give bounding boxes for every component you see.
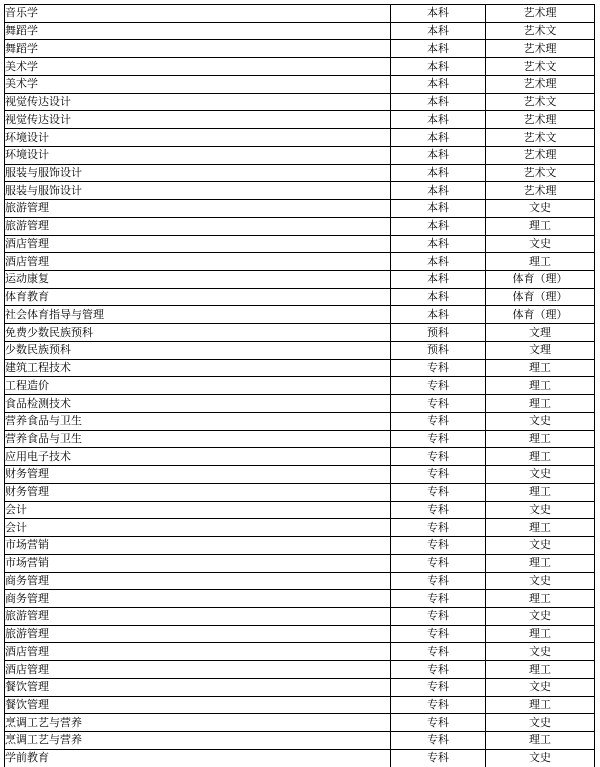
education-level-cell: 本科: [391, 58, 486, 76]
subject-category-cell: 艺术理: [486, 111, 595, 129]
major-name-cell: 商务管理: [5, 590, 391, 608]
subject-category-cell: 文史: [486, 412, 595, 430]
education-level-cell: 专科: [391, 554, 486, 572]
subject-category-cell: 文史: [486, 749, 595, 767]
major-name-cell: 酒店管理: [5, 661, 391, 679]
major-name-cell: 会计: [5, 501, 391, 519]
education-level-cell: 本科: [391, 129, 486, 147]
education-level-cell: 本科: [391, 146, 486, 164]
subject-category-cell: 艺术文: [486, 58, 595, 76]
table-row: [5, 590, 595, 608]
table-row: [5, 40, 595, 58]
major-name-cell: 酒店管理: [5, 253, 391, 271]
table-row: [5, 111, 595, 129]
education-level-cell: 专科: [391, 590, 486, 608]
table-row: [5, 732, 595, 750]
major-name-cell: 舞蹈学: [5, 22, 391, 40]
table-row: [5, 519, 595, 537]
subject-category-cell: 文史: [486, 714, 595, 732]
major-name-cell: 音乐学: [5, 5, 391, 23]
education-level-cell: 专科: [391, 696, 486, 714]
education-level-cell: 专科: [391, 359, 486, 377]
major-name-cell: 餐饮管理: [5, 696, 391, 714]
subject-category-cell: 艺术理: [486, 146, 595, 164]
education-level-cell: 专科: [391, 430, 486, 448]
major-name-cell: 旅游管理: [5, 607, 391, 625]
table-row: [5, 164, 595, 182]
education-level-cell: 专科: [391, 537, 486, 555]
table-row: [5, 22, 595, 40]
subject-category-cell: 艺术文: [486, 164, 595, 182]
subject-category-cell: 体育（理）: [486, 306, 595, 324]
education-level-cell: 本科: [391, 253, 486, 271]
education-level-cell: 本科: [391, 40, 486, 58]
education-level-cell: 预科: [391, 341, 486, 359]
subject-category-cell: 理工: [486, 253, 595, 271]
subject-category-cell: 文史: [486, 572, 595, 590]
subject-category-cell: 理工: [486, 696, 595, 714]
major-name-cell: 服装与服饰设计: [5, 164, 391, 182]
table-row: [5, 377, 595, 395]
major-name-cell: 烹调工艺与营养: [5, 732, 391, 750]
education-level-cell: 专科: [391, 661, 486, 679]
table-row: [5, 448, 595, 466]
major-name-cell: 旅游管理: [5, 217, 391, 235]
major-name-cell: 营养食品与卫生: [5, 412, 391, 430]
education-level-cell: 专科: [391, 377, 486, 395]
major-name-cell: 食品检测技术: [5, 395, 391, 413]
table-row: [5, 200, 595, 218]
education-level-cell: 本科: [391, 182, 486, 200]
table-row: [5, 678, 595, 696]
major-name-cell: 市场营销: [5, 537, 391, 555]
table-row: [5, 359, 595, 377]
major-name-cell: 视觉传达设计: [5, 93, 391, 111]
major-name-cell: 工程造价: [5, 377, 391, 395]
major-name-cell: 营养食品与卫生: [5, 430, 391, 448]
subject-category-cell: 理工: [486, 359, 595, 377]
education-level-cell: 专科: [391, 448, 486, 466]
major-name-cell: 学前教育: [5, 749, 391, 767]
education-level-cell: 本科: [391, 306, 486, 324]
table-row: [5, 607, 595, 625]
subject-category-cell: 理工: [486, 590, 595, 608]
subject-category-cell: 理工: [486, 625, 595, 643]
table-row: [5, 75, 595, 93]
education-level-cell: 本科: [391, 75, 486, 93]
subject-category-cell: 文史: [486, 643, 595, 661]
education-level-cell: 本科: [391, 271, 486, 289]
table-row: [5, 572, 595, 590]
subject-category-cell: 体育（理）: [486, 271, 595, 289]
subject-category-cell: 文史: [486, 235, 595, 253]
major-name-cell: 视觉传达设计: [5, 111, 391, 129]
major-name-cell: 商务管理: [5, 572, 391, 590]
table-row: [5, 341, 595, 359]
table-row: [5, 554, 595, 572]
education-level-cell: 本科: [391, 5, 486, 23]
major-name-cell: 旅游管理: [5, 625, 391, 643]
subject-category-cell: 理工: [486, 448, 595, 466]
major-name-cell: 运动康复: [5, 271, 391, 289]
major-name-cell: 环境设计: [5, 129, 391, 147]
education-level-cell: 专科: [391, 625, 486, 643]
subject-category-cell: 文史: [486, 537, 595, 555]
major-name-cell: 建筑工程技术: [5, 359, 391, 377]
education-level-cell: 本科: [391, 288, 486, 306]
major-name-cell: 市场营销: [5, 554, 391, 572]
subject-category-cell: 文史: [486, 607, 595, 625]
education-level-cell: 专科: [391, 714, 486, 732]
education-level-cell: 专科: [391, 749, 486, 767]
subject-category-cell: 文史: [486, 200, 595, 218]
subject-category-cell: 理工: [486, 661, 595, 679]
table-row: [5, 129, 595, 147]
table-row: [5, 146, 595, 164]
education-level-cell: 专科: [391, 678, 486, 696]
subject-category-cell: 文理: [486, 324, 595, 342]
education-level-cell: 专科: [391, 466, 486, 484]
education-level-cell: 本科: [391, 22, 486, 40]
major-name-cell: 旅游管理: [5, 200, 391, 218]
subject-category-cell: 艺术理: [486, 182, 595, 200]
table-row: [5, 288, 595, 306]
education-level-cell: 专科: [391, 412, 486, 430]
major-name-cell: 烹调工艺与营养: [5, 714, 391, 732]
subject-category-cell: 理工: [486, 217, 595, 235]
major-name-cell: 酒店管理: [5, 235, 391, 253]
table-row: [5, 661, 595, 679]
subject-category-cell: 理工: [486, 554, 595, 572]
table-row: [5, 253, 595, 271]
majors-table: [4, 4, 595, 767]
major-name-cell: 会计: [5, 519, 391, 537]
major-name-cell: 美术学: [5, 75, 391, 93]
table-row: [5, 625, 595, 643]
subject-category-cell: 理工: [486, 483, 595, 501]
education-level-cell: 专科: [391, 607, 486, 625]
education-level-cell: 本科: [391, 235, 486, 253]
table-row: [5, 58, 595, 76]
major-name-cell: 环境设计: [5, 146, 391, 164]
subject-category-cell: 理工: [486, 430, 595, 448]
table-row: [5, 696, 595, 714]
table-row: [5, 182, 595, 200]
major-name-cell: 体育教育: [5, 288, 391, 306]
table-row: [5, 395, 595, 413]
table-row: [5, 430, 595, 448]
table-row: [5, 412, 595, 430]
subject-category-cell: 艺术文: [486, 129, 595, 147]
education-level-cell: 专科: [391, 483, 486, 501]
major-name-cell: 餐饮管理: [5, 678, 391, 696]
subject-category-cell: 体育（理）: [486, 288, 595, 306]
education-level-cell: 本科: [391, 111, 486, 129]
table-row: [5, 271, 595, 289]
major-name-cell: 服装与服饰设计: [5, 182, 391, 200]
table-row: [5, 483, 595, 501]
major-name-cell: 少数民族预科: [5, 341, 391, 359]
subject-category-cell: 文史: [486, 501, 595, 519]
table-row: [5, 537, 595, 555]
subject-category-cell: 理工: [486, 732, 595, 750]
subject-category-cell: 文史: [486, 466, 595, 484]
table-row: [5, 5, 595, 23]
major-name-cell: 美术学: [5, 58, 391, 76]
table-row: [5, 217, 595, 235]
table-row: [5, 714, 595, 732]
subject-category-cell: 理工: [486, 377, 595, 395]
table-row: [5, 749, 595, 767]
subject-category-cell: 艺术理: [486, 75, 595, 93]
major-name-cell: 免费少数民族预科: [5, 324, 391, 342]
education-level-cell: 专科: [391, 732, 486, 750]
education-level-cell: 专科: [391, 395, 486, 413]
education-level-cell: 本科: [391, 93, 486, 111]
education-level-cell: 专科: [391, 501, 486, 519]
table-row: [5, 235, 595, 253]
major-name-cell: 财务管理: [5, 483, 391, 501]
education-level-cell: 预科: [391, 324, 486, 342]
table-row: [5, 466, 595, 484]
table-row: [5, 324, 595, 342]
table-row: [5, 501, 595, 519]
table-row: [5, 93, 595, 111]
major-name-cell: 酒店管理: [5, 643, 391, 661]
education-level-cell: 专科: [391, 519, 486, 537]
subject-category-cell: 艺术文: [486, 22, 595, 40]
major-name-cell: 财务管理: [5, 466, 391, 484]
subject-category-cell: 理工: [486, 519, 595, 537]
subject-category-cell: 理工: [486, 395, 595, 413]
education-level-cell: 本科: [391, 164, 486, 182]
table-row: [5, 643, 595, 661]
table-row: [5, 306, 595, 324]
subject-category-cell: 艺术理: [486, 5, 595, 23]
major-name-cell: 应用电子技术: [5, 448, 391, 466]
subject-category-cell: 文理: [486, 341, 595, 359]
education-level-cell: 本科: [391, 217, 486, 235]
education-level-cell: 本科: [391, 200, 486, 218]
major-name-cell: 舞蹈学: [5, 40, 391, 58]
major-name-cell: 社会体育指导与管理: [5, 306, 391, 324]
subject-category-cell: 艺术文: [486, 93, 595, 111]
subject-category-cell: 艺术理: [486, 40, 595, 58]
subject-category-cell: 文史: [486, 678, 595, 696]
education-level-cell: 专科: [391, 643, 486, 661]
majors-table-body: [5, 5, 595, 767]
education-level-cell: 专科: [391, 572, 486, 590]
